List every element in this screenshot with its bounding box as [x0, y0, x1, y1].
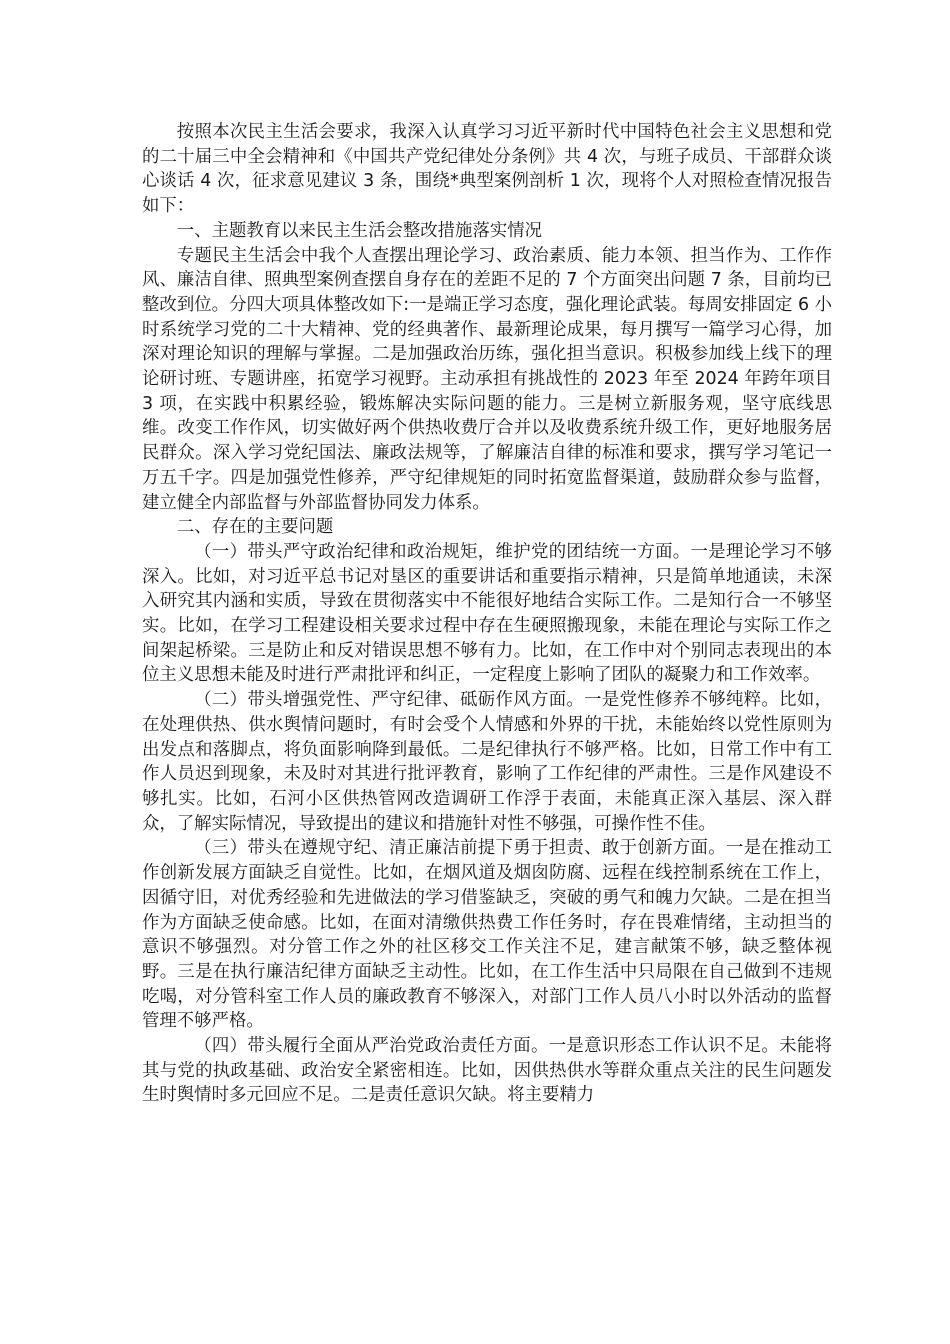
intro-paragraph: 按照本次民主生活会要求，我深入认真学习习近平新时代中国特色社会主义思想和党的二十届三中全会精神和《中国共产党纪律处分条例》共 4 次，与班子成员、干部群众谈心谈话 4 次，征求意见建议 3 条，围绕*典型案例剖析 1 次，现将个人对照检查情况报告如下： [142, 122, 832, 217]
problem-item-2: （二）带头增强党性、严守纪律、砥砺作风方面。一是党性修养不够纯粹。比如，在处理供热、供水舆情问题时，有时会受个人情感和外界的干扰，未能始终以党性原则为出发点和落脚点，将负面影响降到最低。二是纪律执行不够严格。比如，日常工作中有工作人员迟到现象，未及时对其进行批评教育，影响了工作纪律的严肃性。三是作风建设不够扎实。比如，石河小区供热管网改造调研工作浮于表面，未能真正深入基层、深入群众，了解实际情况，导致提出的建议和措施针对性不够强，可操作性不佳。 [142, 690, 832, 834]
problem-item-1: （一）带头严守政治纪律和政治规矩，维护党的团结统一方面。一是理论学习不够深入。比如，对习近平总书记对垦区的重要讲话和重要指示精神，只是简单地通读，未深入研究其内涵和实质，导致在贯彻落实中不能很好地结合实际工作。二是知行合一不够坚实。比如，在学习工程建设相关要求过程中存在生硬照搬现象，未能在理论与实际工作之间架起桥梁。三是防止和反对错误思想不够有力。比如，在工作中对个别同志表现出的本位主义思想未能及时进行严肃批评和纠正，一定程度上影响了团队的凝聚力和工作效率。 [142, 541, 832, 686]
section-heading-2: 二、存在的主要问题 [176, 517, 334, 538]
document-body [142, 120, 832, 1108]
section-heading-1: 一、主题教育以来民主生活会整改措施落实情况 [176, 220, 543, 241]
problem-item-3: （三）带头在遵规守纪、清正廉洁前提下勇于担责、敢于创新方面。一是在推动工作创新发展方面缺乏自觉性。比如，在烟风道及烟囱防腐、远程在线控制系统在工作上，因循守旧，对优秀经验和先进做法的学习借鉴缺乏，突破的勇气和魄力欠缺。二是在担当作为方面缺乏使命感。比如，在面对清缴供热费工作任务时，存在畏难情绪，主动担当的意识不够强烈。对分管工作之外的社区移交工作关注不足，建言献策不够，缺乏整体视野。三是在执行廉洁纪律方面缺乏主动性。比如，在工作生活中只局限在自己做到不违规吃喝，对分管科室工作人员的廉政教育不够深入，对部门工作人员八小时以外活动的监督管理不够严格。 [142, 838, 832, 1032]
problem-item-4: （四）带头履行全面从严治党政治责任方面。一是意识形态工作认识不足。未能将其与党的执政基础、政治安全紧密相连。比如，因供热供水等群众重点关注的民生问题发生时舆情时多元回应不足。二是责任意识欠缺。将主要精力 [142, 1036, 832, 1106]
section-1-paragraph: 专题民主生活会中我个人查摆出理论学习、政治素质、能力本领、担当作为、工作作风、廉洁自律、照典型案例查摆自身存在的差距不足的 7 个方面突出问题 7 条，目前均已整改到位。分四大项具体整改如下:一是端正学习态度，强化理论武装。每周安排固定 6 小时系统学习党的二十大精神、党的经典著作、最新理论成果，每月撰写一篇学习心得，加深对理论知识的理解与掌握。二是加强政治历练，强化担当意识。积极参加线上线下的理论研讨班、专题讲座，拓宽学习视野。主动承担有挑战性的 2023 年至 2024 年跨年项目 3 项，在实践中积累经验，锻炼解决实际问题的能力。三是树立新服务观，坚守底线思维。改变工作作风，切实做好两个供热收费厅合并以及收费系统升级工作，更好地服务居民群众。深入学习党纪国法、廉政法规等，了解廉洁自律的标准和要求，撰写学习笔记一万五千字。四是加强党性修养，严守纪律规矩的同时拓宽监督渠道，鼓励群众参与监督，建立健全内部监督与外部监督协同发力体系。 [142, 245, 832, 513]
